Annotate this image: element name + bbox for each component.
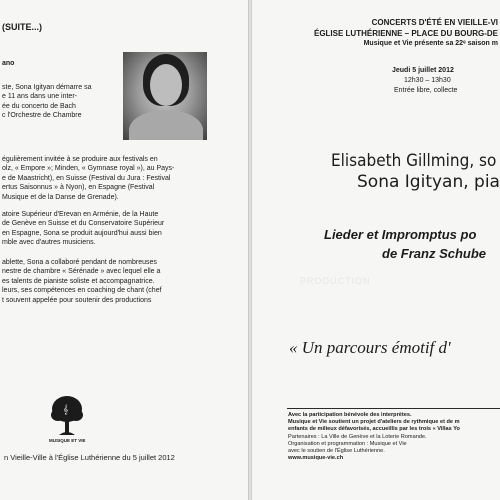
footnote-divider	[287, 408, 500, 409]
concert-series-title: CONCERTS D'ÉTÉ EN VIEILLE-VI	[371, 18, 498, 27]
venue-title: ÉGLISE LUTHÉRIENNE – PLACE DU BOURG-DE	[313, 29, 498, 38]
bio-bottom	[2, 258, 162, 305]
entry-info: Entrée libre, collecte	[394, 87, 458, 94]
name-fragment: ano	[2, 60, 15, 67]
bio-line: égulièrement invitée à se produire aux festivals en	[2, 156, 158, 163]
footnote-line: enfants de milieux défavorisés, accueillis par les trois « Villas Yo	[288, 426, 460, 433]
tree-logo-icon	[50, 395, 84, 437]
website-link[interactable]: www.musique-vie.ch	[288, 455, 344, 462]
footnote-line: Organisation et programmation : Musique et Vie	[288, 440, 407, 447]
bio-line: e 11 ans dans une inter-	[2, 93, 77, 101]
program-title-line-1: Lieder et Impromptus po	[324, 227, 477, 242]
bio-line: mble avec d'autres musiciens.	[2, 239, 96, 247]
performer-2: Sona Igityan, pia	[357, 172, 500, 192]
quote-tagline: « Un parcours émotif d'	[289, 338, 451, 357]
bio-line: c l'Orchestre de Chambre	[2, 112, 82, 120]
portrait-shoulders	[129, 110, 203, 140]
season-title: Musique et Vie présente sa 22ᵉ saison m	[363, 40, 498, 47]
program-title-line-2: de Franz Schube	[382, 246, 487, 261]
bio-line: Musique et de la Danse de Grenade).	[2, 193, 119, 201]
footnote-line: Partenaires : La Ville de Genève et la Loterie Romande.	[288, 433, 427, 440]
bio-line: ste, Sona Igityan démarre sa	[2, 84, 92, 91]
portrait-photo	[123, 52, 207, 140]
bio-top	[2, 83, 92, 121]
footnotes	[288, 412, 460, 462]
portrait-face	[150, 64, 182, 106]
bio-line: ertus Saisonnus » à Nyon), en Espagne (Festival	[2, 184, 155, 192]
logo-caption: MUSIQUE ET VIE	[49, 438, 86, 443]
bio-line: es talents de pianiste soliste et accompagnatrice.	[2, 277, 155, 285]
footnote-line: Musique et Vie soutient un projet d'ateliers de rythmique et de m	[288, 419, 460, 426]
left-page	[0, 0, 248, 500]
bio-middle	[2, 155, 174, 202]
bio-line: t souvent appelée pour soutenir des productions	[2, 296, 152, 304]
faint-watermark: PRODUCTION	[300, 276, 371, 286]
bio-line: leurs, ses compétences en coaching de chant (chef	[2, 287, 162, 295]
bio-line: e de Maastricht), en Suisse (Festival du Jura : Festival	[2, 174, 171, 182]
bio-line: ée du concerto de Bach	[2, 102, 76, 110]
performer-1: Elisabeth Gillming, so	[331, 151, 497, 171]
bio-studies	[2, 210, 164, 248]
bio-line: nestre de chambre « Sérénade » avec lequel elle a	[2, 268, 161, 276]
bio-line: atoire Supérieur d'Erevan en Arménie, de la Haute	[2, 211, 159, 218]
concert-date: Jeudi 5 juillet 2012	[392, 67, 454, 74]
footnote-line: Avec la participation bénévole des interprètes.	[288, 412, 412, 418]
footnote-line: avec le soutien de l'Église Luthérienne.	[288, 448, 385, 455]
bio-line: en Espagne, Sona se produit aujourd'hui aussi bien	[2, 229, 162, 237]
left-footer: n Vieille-Ville à l'Église Luthérienne du 5 juillet 2012	[4, 453, 175, 462]
section-heading: (SUITE...)	[2, 22, 42, 32]
concert-time: 12h30 – 13h30	[404, 77, 451, 84]
bio-line: ablette, Sona a collaboré pendant de nombreuses	[2, 259, 157, 266]
bio-line: de Genève en Suisse et du Conservatoire Supérieur	[2, 220, 165, 228]
svg-text:𝄞: 𝄞	[63, 405, 69, 415]
bio-line: olz, « Empore »; Minden, « Gymnase royal »), au Pays-	[2, 165, 175, 173]
